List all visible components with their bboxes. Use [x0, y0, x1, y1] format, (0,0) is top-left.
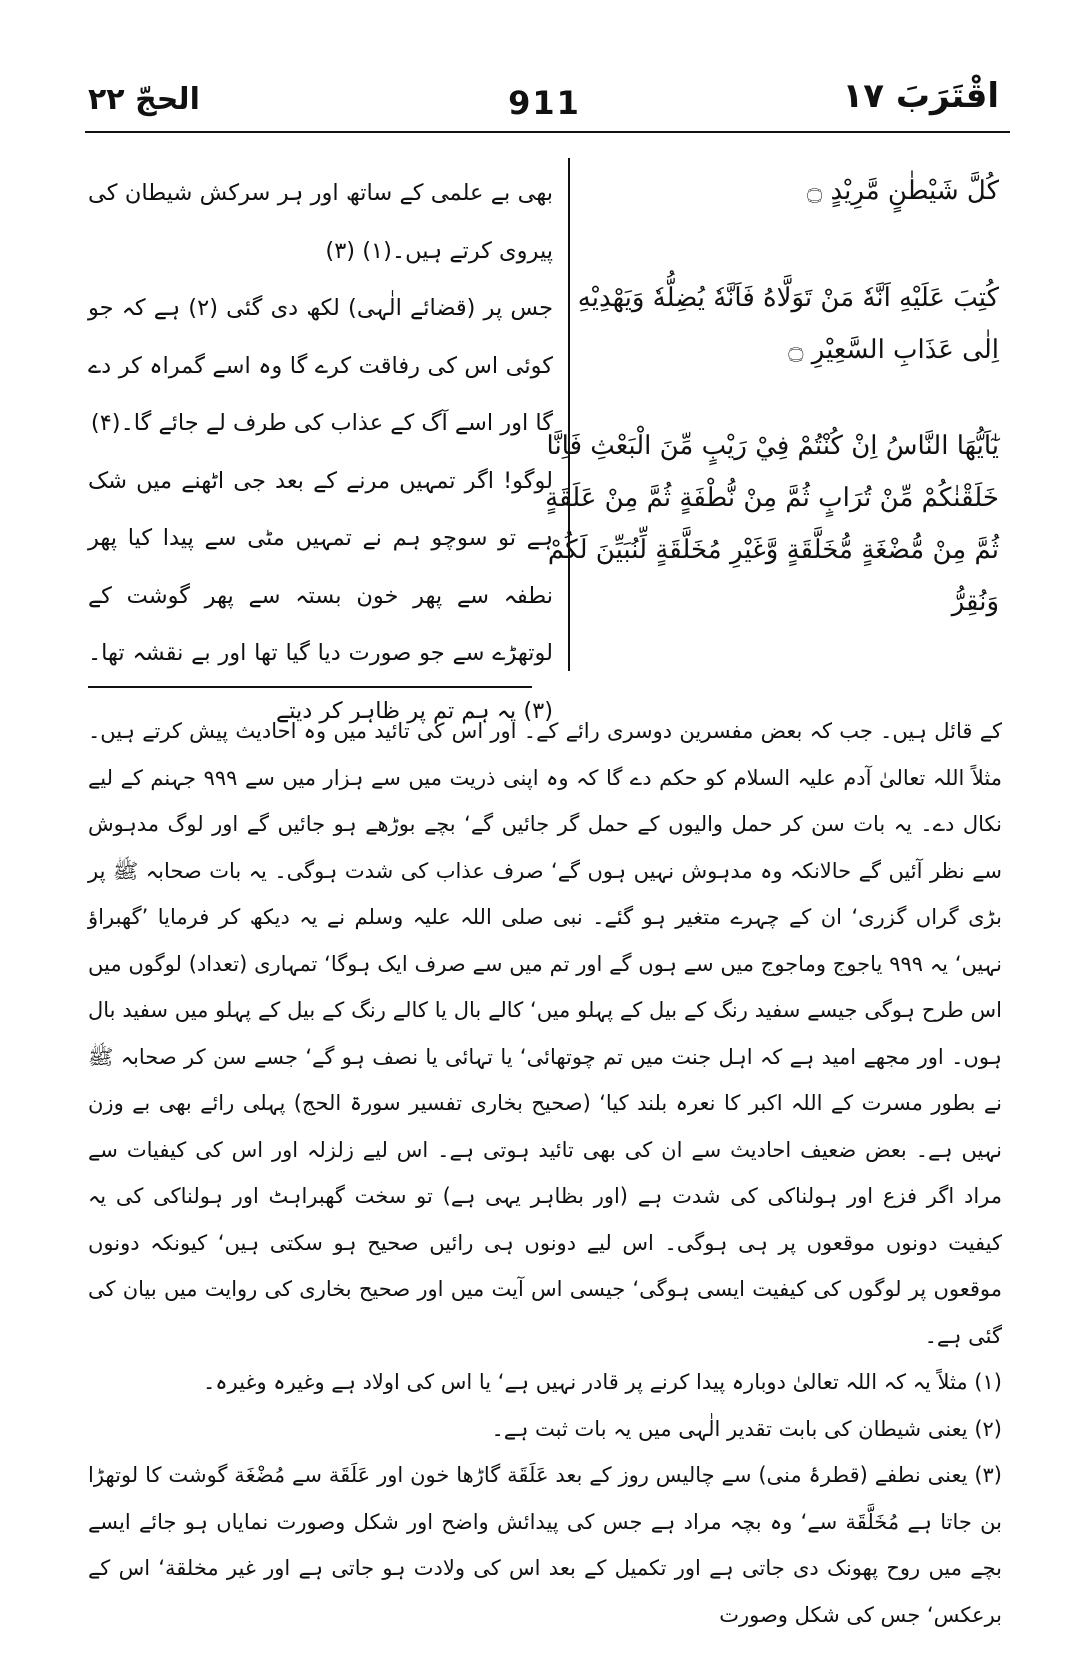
translation-verse-3: بھی بے علمی کے ساتھ اور ہر سرکش شیطان کی پیروی کرتے ہیں۔(۱) (۳) — [88, 180, 553, 264]
surah-title: الحجّ ۲۲ — [88, 82, 200, 117]
footnote-continuation: کے قائل ہیں۔ جب کہ بعض مفسرین دوسری رائے کے۔ اور اس کی تائید میں وہ احادیث پیش کرتے ہیں۔ مثلاً اللہ تعالیٰ آدم علیہ السلام کو حکم دے گا کہ وہ اپنی ذریت میں سے ہزار میں سے ۹۹۹ جہنم کے لیے نکال دے۔ یہ بات سن کر حمل والیوں کے حمل گر جائیں گے‘ بچے بوڑھے ہو جائیں گے اور لوگ مدہوش سے نظر آئیں گے حالانکہ وہ مدہوش نہیں ہوں گے‘ صرف عذاب کی شدت ہوگی۔ یہ بات صحابہ ﷺ پر بڑی گراں گزری‘ ان کے چہرے متغیر ہو گئے۔ نبی صلی اللہ علیہ وسلم نے یہ دیکھ کر فرمایا ’گھبراؤ نہیں‘ یہ ۹۹۹ یاجوج وماجوج میں سے ہوں گے اور تم میں سے صرف ایک ہوگا‘ تمہاری (تعداد) لوگوں میں اس طرح ہوگی جیسے سفید رنگ کے بیل کے پہلو میں‘ کالے بال یا کالے رنگ کے بیل کے پہلو میں سفید بال ہوں۔ اور مجھے امید ہے کہ اہل جنت میں تم چوتھائی‘ یا تہائی یا نصف ہو گے‘ جسے سن کر صحابہ ﷺ نے بطور مسرت کے اللہ اکبر کا نعرہ بلند کیا‘ (صحیح بخاری تفسیر سورۃ الحج) پہلی رائے بھی بے وزن نہیں ہے۔ بعض ضعیف احادیث سے ان کی بھی تائید ہوتی ہے۔ اس لیے زلزلہ اور اس کی کیفیات سے مراد اگر فزع اور ہولناکی کی شدت ہے (اور بظاہر یہی ہے) تو سخت گھبراہٹ اور ہولناکی کی یہ کیفیت دونوں موقعوں پر ہی ہوگی۔ اس لیے دونوں ہی رائیں صحیح ہو سکتی ہیں‘ کیونکہ دونوں موقعوں پر لوگوں کی کیفیت ایسی ہوگی‘ جیسی اس آیت میں اور صحیح بخاری کی روایت میں بیان کی گئی ہے۔ — [88, 719, 1003, 1348]
header-divider — [85, 131, 1010, 133]
translation-verse-5: لوگو! اگر تمہیں مرنے کے بعد جی اٹھنے میں شک ہے تو سوچو ہم نے تمہیں مٹی سے پیدا کیا پھر نطفہ سے پھر خون بستہ سے پھر گوشت کے لوتھڑے سے جو صورت دیا گیا تھا اور بے نقشہ تھا۔(۳) یہ ہم تم پر ظاہر کر دیتے — [88, 467, 553, 724]
para-title: اقْتَرَبَ ۱۷ — [842, 76, 999, 116]
translation-verse-4: جس پر (قضائے الٰہی) لکھ دی گئی (۲) ہے کہ جو کوئی اس کی رفاقت کرے گا وہ اسے گمراہ کر دے گا اور اسے آگ کے عذاب کی طرف لے جائے گا۔(۴) — [88, 295, 553, 436]
footnote-divider — [88, 686, 532, 688]
arabic-verse-4: كُتِبَ عَلَيْهِ اَنَّهٗ مَنْ تَوَلَّاهُ فَاَنَّهٗ يُضِلُّهٗ وَيَهْدِيْهِ اِلٰى عَذَابِ السَّعِيْرِ ۝ — [577, 283, 999, 365]
footnotes — [88, 708, 1002, 1638]
urdu-translation — [88, 165, 553, 740]
page-number: 911 — [508, 84, 581, 122]
footnote-1: (۱) مثلاً یہ کہ اللہ تعالیٰ دوبارہ پیدا کرنے پر قادر نہیں ہے‘ یا اس کی اولاد ہے وغیرہ وغیرہ۔ — [202, 1370, 1002, 1394]
arabic-verse-3: كُلَّ شَيْطٰنٍ مَّرِيْدٍ ۝ — [806, 176, 999, 206]
footnote-2: (۲) یعنی شیطان کی بابت تقدیر الٰہی میں یہ بات ثبت ہے۔ — [491, 1416, 1002, 1441]
arabic-verse-5: يٰٓاَيُّهَا النَّاسُ اِنْ كُنْتُمْ فِيْ رَيْبٍ مِّنَ الْبَعْثِ فَاِنَّا خَلَقْنٰكُمْ مِّنْ تُرَابٍ ثُمَّ مِنْ نُّطْفَةٍ ثُمَّ مِنْ عَلَقَةٍ ثُمَّ مِنْ مُّضْغَةٍ مُّخَلَّقَةٍ وَّغَيْرِ مُخَلَّقَةٍ لِّنُبَيِّنَ لَكُمْ وَنُقِرُّ — [545, 431, 999, 617]
footnote-3: (۳) یعنی نطفے (قطرۂ منی) سے چالیس روز کے بعد عَلَقَة گاڑھا خون اور عَلَقَة سے مُضْغَة گوشت کا لوتھڑا بن جاتا ہے مُخَلَّقَة سے‘ وہ بچہ مراد ہے جس کی پیدائش واضح اور شکل وصورت نمایاں ہو جائے ایسے بچے میں روح پھونک دی جاتی ہے اور تکمیل کے بعد اس کی ولادت ہو جاتی ہے اور غیر مخلقة‘ اس کے برعکس‘ جس کی شکل وصورت — [88, 1463, 1002, 1627]
